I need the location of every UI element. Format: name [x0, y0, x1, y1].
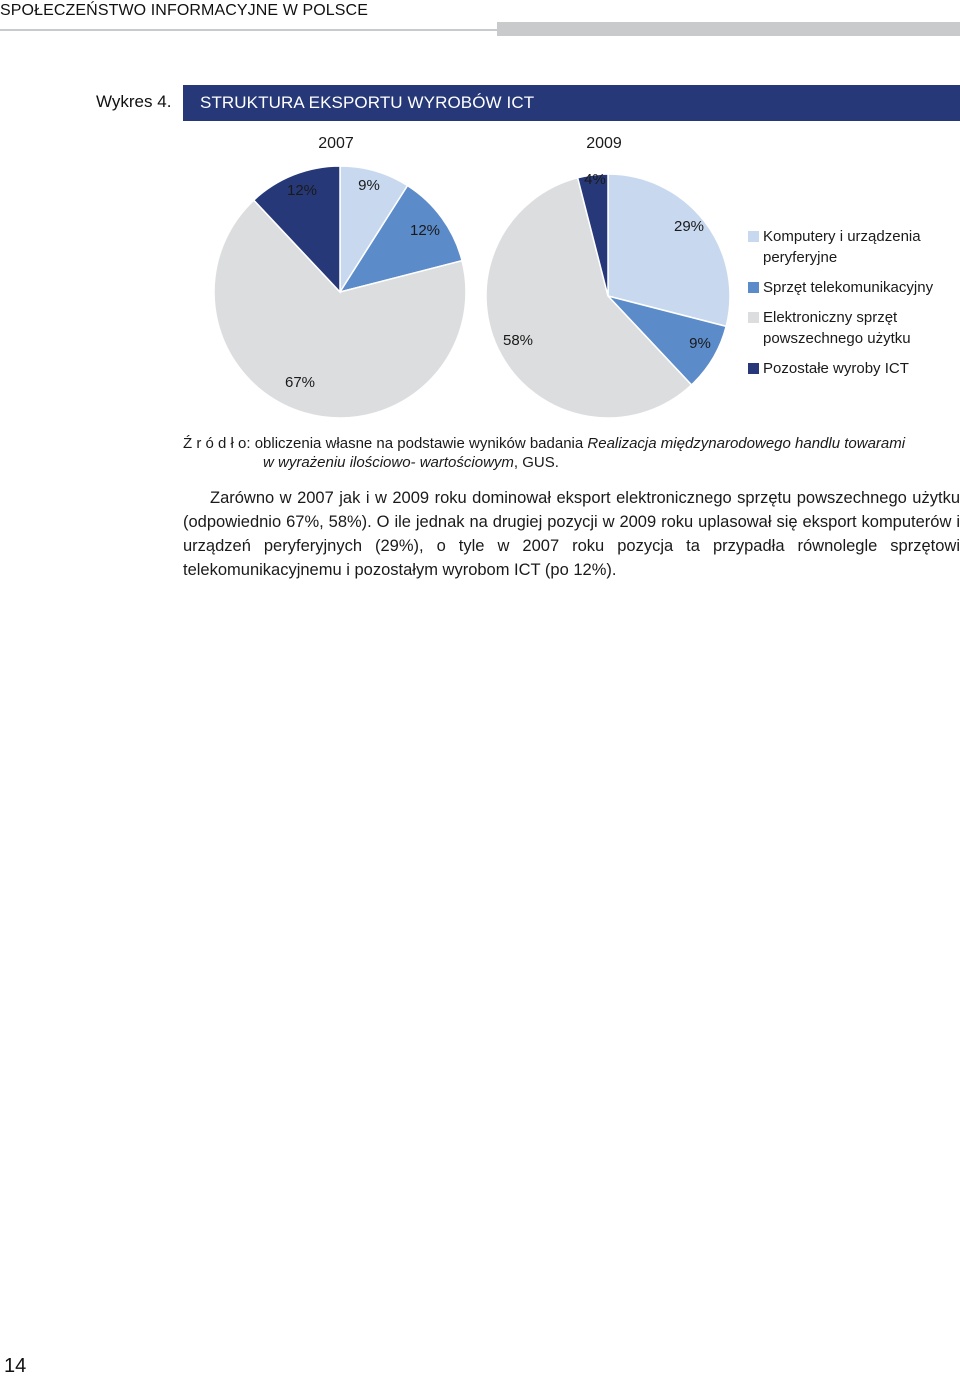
pie-title-2007: 2007 — [318, 135, 354, 152]
legend-swatch-other — [748, 363, 759, 374]
legend-item-computers — [748, 226, 948, 268]
legend-item-telecom — [748, 277, 948, 298]
legend-label-computers: Komputery i urządzenia peryferyjne — [763, 228, 921, 266]
pie-label-2009-other: 4% — [584, 171, 606, 188]
source-note — [183, 434, 960, 472]
pie-label-2007-computers: 9% — [358, 177, 380, 194]
running-header: SPOŁECZEŃSTWO INFORMACYJNE W POLSCE — [0, 2, 368, 19]
pie-label-2007-telecom: 12% — [409, 222, 441, 239]
source-title-part-1: Realizacja międzynarodowego handlu towarami — [587, 435, 906, 452]
pie-label-2007-other: 12% — [286, 182, 318, 199]
legend-item-other — [748, 358, 948, 379]
source-suffix: , GUS. — [513, 454, 559, 471]
pie-label-2009-computers: 29% — [673, 218, 705, 235]
legend-label-other: Pozostałe wyroby ICT — [763, 360, 909, 377]
legend-swatch-consumer — [748, 312, 759, 323]
pie-label-2009-consumer: 58% — [502, 332, 534, 349]
figure-title: STRUKTURA EKSPORTU WYROBÓW ICT — [200, 93, 535, 112]
page-number: 14 — [4, 1355, 27, 1377]
pie-title-2009: 2009 — [586, 135, 622, 152]
pie-label-2007-consumer: 67% — [284, 374, 316, 391]
legend-label-telecom: Sprzęt telekomunikacyjny — [763, 279, 934, 296]
legend-label-consumer: Elektroniczny sprzęt powszechnego użytku — [763, 309, 911, 347]
figure-label: Wykres 4. — [96, 92, 172, 111]
chart-legend — [748, 226, 948, 379]
body-text — [183, 486, 960, 582]
source-prefix: Ź r ó d ł o: obliczenia własne na podstawie wyników badania — [183, 435, 588, 452]
pie-chart-2009 — [486, 135, 730, 418]
legend-swatch-computers — [748, 231, 759, 242]
pie-label-2009-telecom: 9% — [689, 335, 711, 352]
legend-item-consumer — [748, 307, 948, 349]
legend-swatch-telecom — [748, 282, 759, 293]
body-paragraph: Zarówno w 2007 jak i w 2009 roku dominował eksport elektronicznego sprzętu powszechnego użytku (odpowiednio 67%, 58%). O ile jednak na drugiej pozycji w 2009 roku uplasował się eksport komputerów i urządzeń peryferyjnych (29%), o tyle w 2007 roku pozycja ta przypadła równolegle sprzętowi telekomunikacyjnemu i pozostałym wyrobom ICT (po 12%). — [183, 489, 960, 579]
pie-chart-2007 — [214, 135, 466, 418]
source-title-part-2: w wyrażeniu ilościowo- wartościowym — [263, 454, 514, 471]
